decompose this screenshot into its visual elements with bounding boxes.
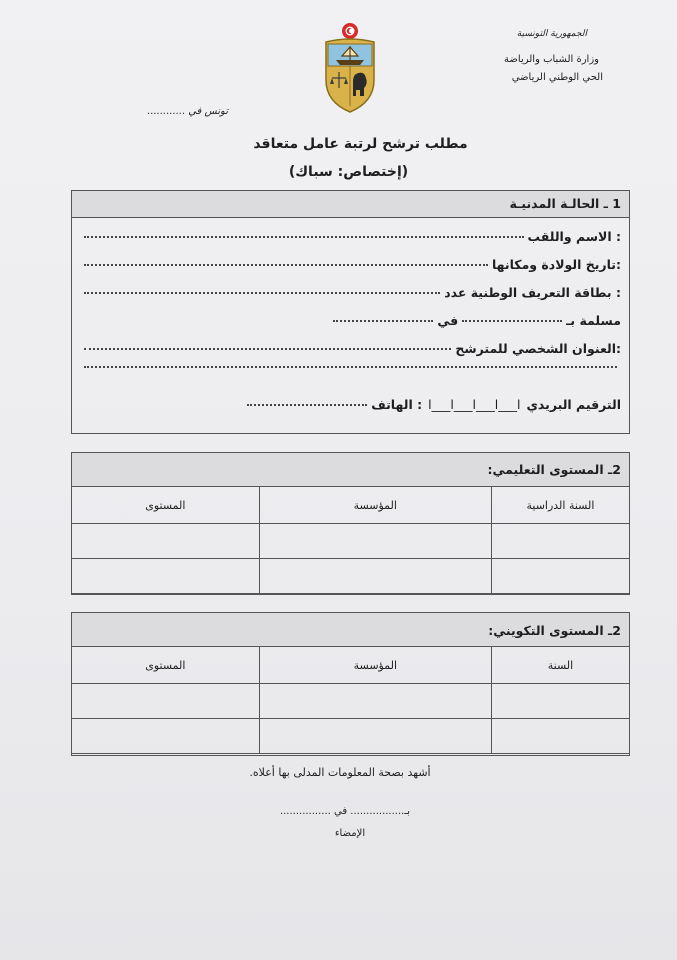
signature-place-date[interactable]: بـ................. في ................ bbox=[279, 806, 411, 817]
civil-status-heading: 1 ـ الحالـة المدنيـة bbox=[509, 196, 621, 211]
ministry-label: وزارة الشباب والرياضة bbox=[504, 54, 599, 65]
name-label: الاسم واللقب : bbox=[527, 229, 621, 244]
place-date-label: تونس في ............ bbox=[146, 106, 228, 117]
institution-label: الحي الوطني الرياضي bbox=[511, 72, 603, 83]
postal-code-label: الترقيم البريدي bbox=[526, 397, 621, 412]
republic-label: الجمهورية التونسية bbox=[516, 29, 587, 39]
form-title: مطلب ترشح لرتبة عامل متعاقد bbox=[253, 136, 468, 152]
col-level: المستوى bbox=[72, 487, 260, 524]
col-institution: المؤسسة bbox=[259, 647, 491, 684]
col-year: السنة bbox=[491, 647, 629, 684]
name-line[interactable] bbox=[84, 236, 524, 238]
birth-field[interactable] bbox=[80, 257, 621, 272]
col-study-year: السنة الدراسية bbox=[491, 487, 629, 524]
address-line-2[interactable] bbox=[84, 366, 617, 368]
education-heading: 2ـ المستوى التعليمي: bbox=[487, 462, 621, 477]
training-header bbox=[72, 613, 629, 647]
education-table bbox=[71, 486, 630, 594]
table-cell[interactable] bbox=[491, 524, 629, 559]
address-field[interactable] bbox=[80, 341, 621, 356]
attestation-text: أشهد بصحة المعلومات المدلى بها أعلاه. bbox=[249, 766, 431, 779]
issued-in-line[interactable] bbox=[333, 320, 433, 322]
birth-line[interactable] bbox=[84, 264, 488, 266]
training-table bbox=[71, 646, 630, 754]
name-field[interactable] bbox=[80, 229, 621, 244]
col-level: المستوى bbox=[72, 647, 260, 684]
issued-by-label: مسلمة بـ bbox=[566, 313, 621, 328]
issued-field[interactable] bbox=[80, 313, 621, 328]
civil-status-section bbox=[71, 190, 630, 434]
table-cell[interactable] bbox=[491, 684, 629, 719]
table-cell[interactable] bbox=[72, 524, 260, 559]
id-card-field[interactable] bbox=[80, 285, 621, 300]
table-cell[interactable] bbox=[491, 719, 629, 754]
training-heading: 2ـ المستوى التكويني: bbox=[488, 623, 621, 638]
table-cell[interactable] bbox=[259, 559, 491, 594]
address-line[interactable] bbox=[84, 348, 451, 350]
form-subtitle: (إختصاص: سباك) bbox=[288, 164, 409, 180]
table-cell[interactable] bbox=[72, 684, 260, 719]
phone-line[interactable] bbox=[247, 404, 367, 406]
education-header bbox=[72, 453, 629, 487]
table-cell[interactable] bbox=[259, 719, 491, 754]
table-cell[interactable] bbox=[259, 524, 491, 559]
birth-label: تاريخ الولادة ومكانها: bbox=[491, 257, 621, 272]
tunisia-coat-of-arms-icon bbox=[320, 22, 380, 114]
issued-by-line[interactable] bbox=[462, 320, 562, 322]
civil-status-header bbox=[72, 191, 629, 218]
signature-label: الإمضاء bbox=[334, 828, 366, 839]
table-cell[interactable] bbox=[72, 719, 260, 754]
id-card-label: بطاقة التعريف الوطنية عدد : bbox=[444, 285, 621, 300]
phone-label: الهاتف : bbox=[371, 397, 423, 412]
issued-in-label: في bbox=[437, 313, 459, 328]
table-cell[interactable] bbox=[72, 559, 260, 594]
address-label: العنوان الشخصي للمترشح: bbox=[455, 341, 621, 356]
id-card-line[interactable] bbox=[84, 292, 440, 294]
table-cell[interactable] bbox=[259, 684, 491, 719]
col-institution: المؤسسة bbox=[259, 487, 491, 524]
postal-code-boxes[interactable]: ا___ا___ا___ا___ا bbox=[428, 397, 521, 412]
address-continuation[interactable] bbox=[80, 369, 621, 371]
table-cell[interactable] bbox=[491, 559, 629, 594]
postal-phone-field[interactable] bbox=[80, 397, 621, 412]
